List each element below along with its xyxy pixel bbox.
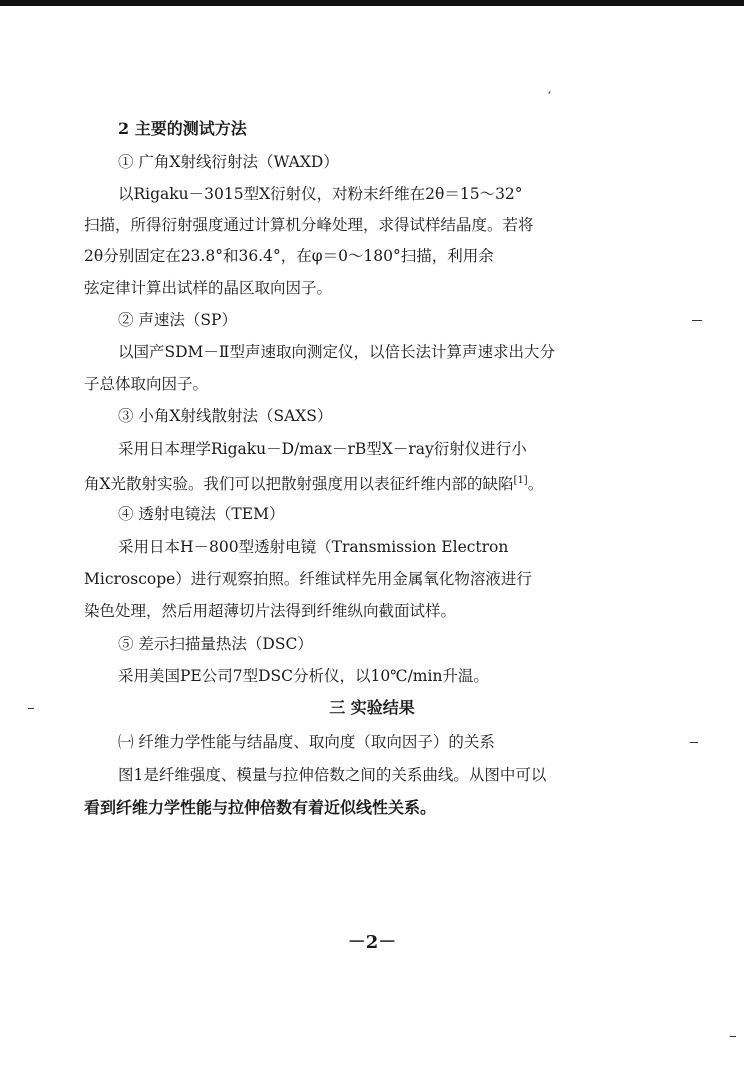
section-heading: 2 主要的测试方法 <box>118 119 247 138</box>
method-4-line-3: 染色处理，然后用超薄切片法得到纤维纵向截面试样。 <box>84 602 457 620</box>
scan-top-border <box>0 0 744 6</box>
scan-speck <box>548 91 550 94</box>
method-1-line-2: 扫描，所得衍射强度通过计算机分峰处理，求得试样结晶度。若将 <box>84 216 534 234</box>
method-1-title: ① 广角X射线衍射法（WAXD） <box>118 153 339 171</box>
scan-speck <box>690 742 698 743</box>
method-3-title: ③ 小角X射线散射法（SAXS） <box>118 407 333 425</box>
scan-speck <box>28 708 34 709</box>
subsection-1-title: ㈠ 纤维力学性能与结晶度、取向度（取向因子）的关系 <box>118 733 495 751</box>
method-1-line-4: 弦定律计算出试样的晶区取向因子。 <box>84 279 333 297</box>
method-3-line-2 <box>84 470 744 495</box>
method-3-line-2-text: 角X光散射实验。我们可以把散射强度用以表征纤维内部的缺陷 <box>84 475 514 494</box>
method-3-line-2-end: 。 <box>527 475 544 494</box>
subsection-1-line-2: 看到纤维力学性能与拉伸倍数有着近似线性关系。 <box>84 798 437 817</box>
page-number: －2－ <box>347 932 397 953</box>
method-2-title: ② 声速法（SP） <box>118 311 237 329</box>
method-2-line-2: 子总体取向因子。 <box>84 375 209 393</box>
citation-ref: [1] <box>513 475 528 486</box>
method-4-line-2: Microscope）进行观察拍照。纤维试样先用金属氧化物溶液进行 <box>84 570 532 588</box>
subsection-1-line-1: 图1是纤维强度、模量与拉伸倍数之间的关系曲线。从图中可以 <box>118 766 547 784</box>
method-5-line-1: 采用美国PE公司7型DSC分析仪，以10℃/min升温。 <box>118 667 489 685</box>
method-4-title: ④ 透射电镜法（TEM） <box>118 505 285 523</box>
scan-speck <box>730 1036 736 1037</box>
scan-speck <box>692 320 702 321</box>
method-5-title: ⑤ 差示扫描量热法（DSC） <box>118 635 313 653</box>
results-heading: 三 实验结果 <box>329 698 415 717</box>
method-1-line-3: 2θ分别固定在23.8°和36.4°，在φ＝0～180°扫描，利用余 <box>84 247 494 265</box>
method-1-line-1: 以Rigaku－3015型X衍射仪，对粉末纤维在2θ＝15～32° <box>118 185 523 203</box>
method-4-line-1: 采用日本H－800型透射电镜（Transmission Electron <box>118 538 509 556</box>
method-2-line-1: 以国产SDM－Ⅱ型声速取向测定仪，以倍长法计算声速求出大分 <box>118 343 555 361</box>
method-3-line-1: 采用日本理学Rigaku－D/max－rB型X－ray衍射仪进行小 <box>118 440 527 458</box>
